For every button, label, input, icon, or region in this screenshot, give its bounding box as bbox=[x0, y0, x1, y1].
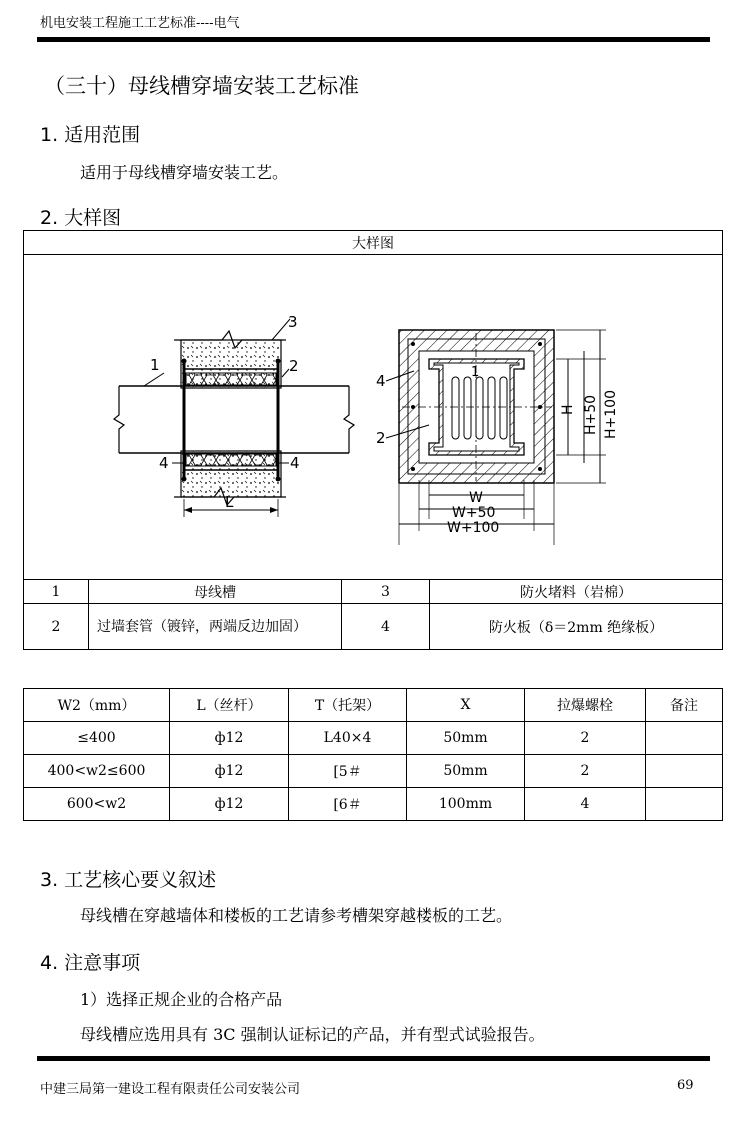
cell: ф12 bbox=[170, 722, 289, 755]
label-W: W bbox=[469, 490, 483, 506]
label-H100: H+100 bbox=[603, 390, 619, 439]
label-4-elev: 4 bbox=[376, 372, 386, 390]
col-header: 备注 bbox=[646, 689, 723, 722]
table-row bbox=[24, 722, 723, 755]
cell: 50mm bbox=[407, 755, 525, 788]
scope-text: 适用于母线槽穿墙安装工艺。 bbox=[80, 163, 289, 182]
figure-cell bbox=[24, 255, 723, 580]
section-view bbox=[114, 319, 354, 517]
cell: [6＃ bbox=[289, 788, 407, 821]
label-1-elev: 1 bbox=[471, 365, 480, 380]
label-W100: W+100 bbox=[447, 520, 500, 536]
label-3: 3 bbox=[288, 313, 298, 331]
legend-desc: 防火板（δ＝2mm 绝缘板） bbox=[430, 604, 723, 650]
heading-scope: 1. 适用范围 bbox=[40, 124, 141, 146]
cell bbox=[646, 722, 723, 755]
col-header: T（托架） bbox=[289, 689, 407, 722]
label-W50: W+50 bbox=[452, 505, 496, 521]
col-header: L（丝杆） bbox=[170, 689, 289, 722]
label-H: H bbox=[560, 404, 576, 415]
cell: L40×4 bbox=[289, 722, 407, 755]
heading-detail-drawing: 2. 大样图 bbox=[40, 207, 122, 229]
heading-notes: 4. 注意事项 bbox=[40, 952, 141, 974]
footer-rule bbox=[37, 1056, 710, 1061]
figure-caption: 大样图 bbox=[24, 231, 723, 255]
legend-num: 2 bbox=[24, 604, 89, 650]
fire-packing-top bbox=[186, 373, 276, 385]
label-L: L bbox=[225, 493, 234, 511]
label-2-elev: 2 bbox=[376, 429, 386, 447]
detail-drawing-table bbox=[23, 230, 723, 650]
label-4-left: 4 bbox=[159, 454, 169, 472]
footer-company: 中建三局第一建设工程有限责任公司安装公司 bbox=[40, 1082, 301, 1097]
section-title: （三十）母线槽穿墙安装工艺标准 bbox=[44, 74, 359, 98]
spec-table bbox=[23, 688, 723, 821]
legend-desc: 防火堵料（岩棉） bbox=[430, 580, 723, 604]
col-header: W2（mm） bbox=[24, 689, 170, 722]
cell: 100mm bbox=[407, 788, 525, 821]
legend-num: 3 bbox=[342, 580, 430, 604]
notes-text: 母线槽应选用具有 3C 强制认证标记的产品，并有型式试验报告。 bbox=[80, 1025, 545, 1044]
cell: ф12 bbox=[170, 755, 289, 788]
cell: ф12 bbox=[170, 788, 289, 821]
label-2: 2 bbox=[289, 357, 299, 375]
page-header: 机电安装工程施工工艺标准----电气 bbox=[40, 16, 240, 31]
label-1: 1 bbox=[150, 356, 160, 374]
table-row bbox=[24, 788, 723, 821]
cell: 50mm bbox=[407, 722, 525, 755]
cell: 2 bbox=[525, 755, 646, 788]
cell bbox=[646, 788, 723, 821]
notes-item-1: 1）选择正规企业的合格产品 bbox=[80, 990, 283, 1009]
elevation-view bbox=[386, 330, 606, 545]
core-points-text: 母线槽在穿越墙体和楼板的工艺请参考槽架穿越楼板的工艺。 bbox=[80, 906, 513, 925]
cell: 4 bbox=[525, 788, 646, 821]
cell: 600<w2 bbox=[24, 788, 170, 821]
cell: 2 bbox=[525, 722, 646, 755]
label-H50: H+50 bbox=[583, 394, 599, 435]
header-rule bbox=[37, 37, 710, 42]
col-header: X bbox=[407, 689, 525, 722]
cell: [5＃ bbox=[289, 755, 407, 788]
heading-core-points: 3. 工艺核心要义叙述 bbox=[40, 869, 217, 891]
label-4-right: 4 bbox=[290, 454, 300, 472]
table-row bbox=[24, 755, 723, 788]
busway-wall-drawing bbox=[24, 255, 722, 579]
cell bbox=[646, 755, 723, 788]
legend-num: 4 bbox=[342, 604, 430, 650]
col-header: 拉爆螺栓 bbox=[525, 689, 646, 722]
legend-desc: 母线槽 bbox=[89, 580, 342, 604]
legend-desc: 过墙套管（镀锌，两端反边加固） bbox=[89, 604, 342, 650]
cell: ≤400 bbox=[24, 722, 170, 755]
legend-num: 1 bbox=[24, 580, 89, 604]
page-number: 69 bbox=[677, 1078, 694, 1093]
cell: 400<w2≤600 bbox=[24, 755, 170, 788]
fire-packing-bottom bbox=[186, 454, 276, 466]
